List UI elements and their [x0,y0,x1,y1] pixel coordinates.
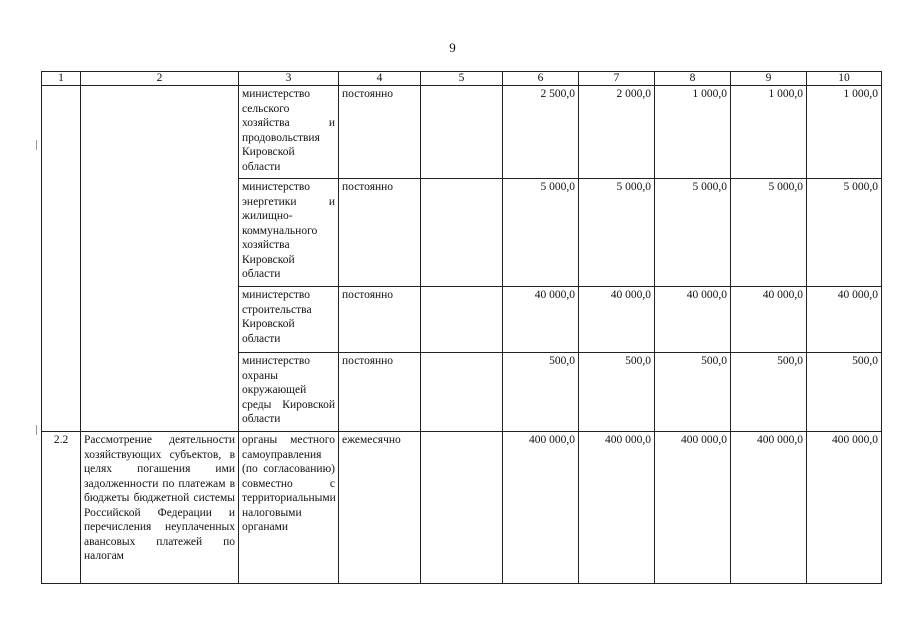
table-row [42,86,882,179]
measures-table [41,71,882,584]
measure-cell [81,86,239,432]
col5-cell [421,432,503,584]
value-cell: 1 000,0 [731,86,807,179]
value-cell: 500,0 [655,353,731,432]
column-header: 4 [339,72,421,86]
executor-cell: министерство сельского хозяйства и продовольствия Кировской области [239,86,339,179]
value-cell: 5 000,0 [503,179,579,287]
value-cell: 2 000,0 [579,86,655,179]
column-header: 8 [655,72,731,86]
value-cell: 40 000,0 [655,287,731,353]
executor-cell: министерство охраны окружающей среды Кировской области [239,353,339,432]
row-number-cell [42,86,81,432]
column-header: 7 [579,72,655,86]
measure-cell: Рассмотрение деятельности хозяйствующих субъектов, в целях погашения ими задолженности по платежам в бюджеты бюджетной системы Российской Федерации и перечисления неуплаченных авансовых платежей по налогам [81,432,239,584]
value-cell: 400 000,0 [503,432,579,584]
column-header: 3 [239,72,339,86]
column-header: 9 [731,72,807,86]
column-header: 5 [421,72,503,86]
period-cell: постоянно [339,353,421,432]
row-number-cell: 2.2 [42,432,81,584]
value-cell: 500,0 [579,353,655,432]
value-cell: 1 000,0 [655,86,731,179]
col5-cell [421,86,503,179]
value-cell: 40 000,0 [503,287,579,353]
column-header: 2 [81,72,239,86]
value-cell: 400 000,0 [579,432,655,584]
value-cell: 2 500,0 [503,86,579,179]
column-header: 1 [42,72,81,86]
value-cell: 40 000,0 [731,287,807,353]
scan-mark [36,140,37,150]
value-cell: 400 000,0 [807,432,882,584]
value-cell: 40 000,0 [579,287,655,353]
table-row [42,432,882,584]
value-cell: 40 000,0 [807,287,882,353]
executor-cell: министерство строительства Кировской области [239,287,339,353]
scan-mark [36,425,37,435]
col5-cell [421,287,503,353]
column-header: 6 [503,72,579,86]
period-cell: постоянно [339,86,421,179]
value-cell: 5 000,0 [807,179,882,287]
value-cell: 1 000,0 [807,86,882,179]
col5-cell [421,179,503,287]
period-cell: постоянно [339,179,421,287]
executor-cell: министерство энергетики и жилищно-коммунального хозяйства Кировской области [239,179,339,287]
value-cell: 5 000,0 [579,179,655,287]
col5-cell [421,353,503,432]
value-cell: 5 000,0 [731,179,807,287]
page-number: 9 [449,40,456,55]
executor-cell: органы местного самоуправления (по согласованию) совместно с территориальными налоговыми органами [239,432,339,584]
column-header: 10 [807,72,882,86]
period-cell: постоянно [339,287,421,353]
value-cell: 400 000,0 [731,432,807,584]
value-cell: 400 000,0 [655,432,731,584]
value-cell: 500,0 [731,353,807,432]
value-cell: 5 000,0 [655,179,731,287]
value-cell: 500,0 [503,353,579,432]
header-row [42,72,882,86]
value-cell: 500,0 [807,353,882,432]
period-cell: ежемесячно [339,432,421,584]
